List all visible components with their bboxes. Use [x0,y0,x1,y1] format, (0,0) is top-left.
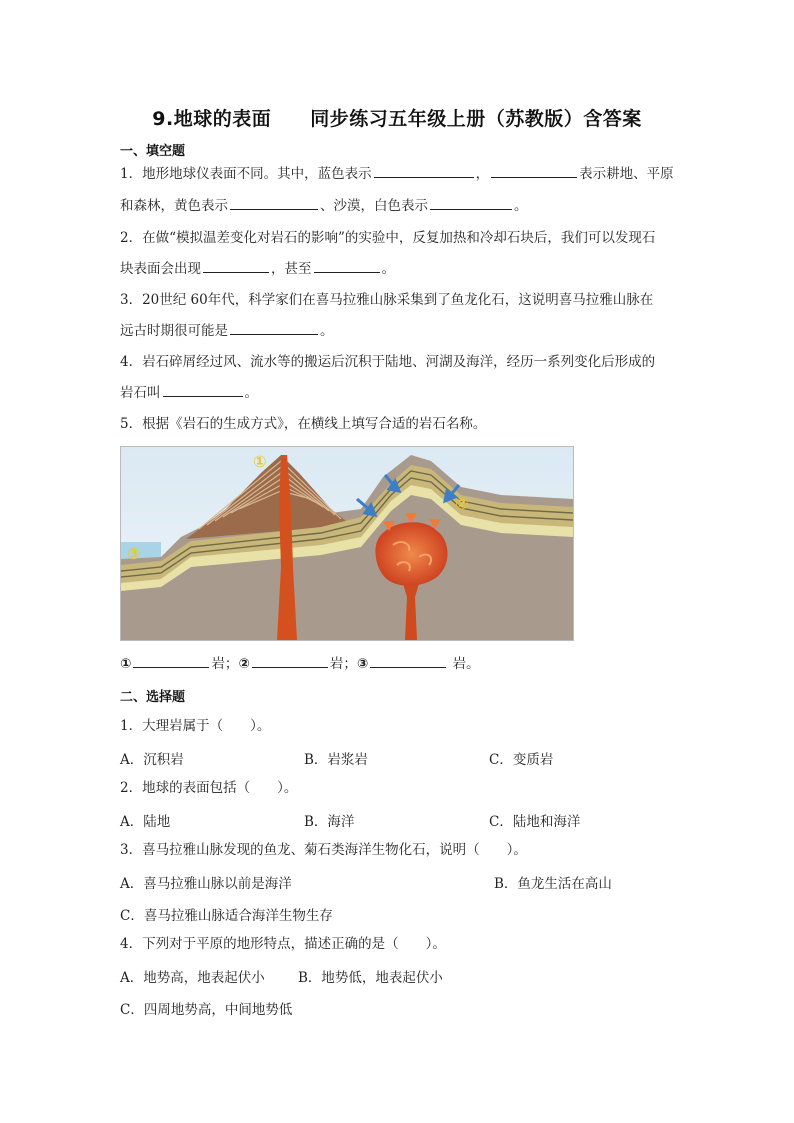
c4-option-b[interactable]: B．地势低，地表起伏小 [298,970,443,986]
q5-mark-1: ① [120,656,132,672]
q4-text-c: 。 [244,385,258,401]
q1-text-c: 表示耕地、平原 [579,166,674,182]
q5-line-1: 5．根据《岩石的生成方式》，在横线上填写合适的岩石名称。 [120,416,487,432]
q5-answer-line [120,655,480,673]
q2-line-1: 2．在做“模拟温差变化对岩石的影响”的实验中，反复加热和冷却石块后，我们可以发现石 [120,230,656,246]
q1-text-d: 和森林，黄色表示 [120,198,228,214]
q4-line-1: 4．岩石碎屑经过风、流水等的搬运后沉积于陆地、河湖及海洋，经历一系列变化后形成的 [120,354,656,370]
q2-blank-2[interactable] [314,260,380,273]
c1-question: 1．大理岩属于（ ）。 [120,718,271,734]
c4-option-c[interactable]: C．四周地势高，中间地势低 [120,1002,293,1018]
c1-option-c[interactable]: C．变质岩 [489,752,554,768]
c2-option-c[interactable]: C．陆地和海洋 [489,814,581,830]
c4-question: 4．下列对于平原的地形特点，描述正确的是（ ）。 [120,936,446,952]
q2-blank-1[interactable] [203,260,269,273]
c3-option-a[interactable]: A．喜马拉雅山脉以前是海洋 [120,876,292,892]
q1-blank-3[interactable] [230,197,318,210]
q2-line-2 [120,260,395,278]
c3-option-b[interactable]: B．鱼龙生活在高山 [494,876,612,892]
rock-formation-diagram [121,447,573,640]
q4-text-b: 岩石叫 [120,385,161,401]
q1-text-b: ， [475,166,490,182]
q5-blank-3[interactable] [370,655,446,668]
q3-text-b: 远古时期很可能是 [120,323,228,339]
c2-question: 2．地球的表面包括（ ）。 [120,780,298,796]
c2-option-a[interactable]: A．陆地 [120,814,171,830]
q2-text-d: 。 [381,261,395,277]
rock-formation-figure [120,446,574,641]
c4-option-a[interactable]: A．地势高，地表起伏小 [120,970,265,986]
c2-option-b[interactable]: B．海洋 [304,814,355,830]
page-title: 9.地球的表面 同步练习五年级上册（苏教版）含答案 [152,108,642,130]
q4-line-2 [120,384,258,402]
q1-text-e: 、沙漠，白色表示 [320,198,428,214]
magma-chamber [375,522,447,586]
figure-label-1: ① [253,452,267,471]
q3-blank-1[interactable] [230,322,318,335]
q1-text-a: 1．地形地球仪表面不同。其中，蓝色表示 [120,166,372,182]
q5-blank-2[interactable] [252,655,328,668]
q5-text-r1: 岩； [211,656,239,672]
q5-mark-3: ③ [356,656,369,672]
q5-blank-1[interactable] [133,655,209,668]
q4-blank-1[interactable] [163,384,243,397]
q1-line-1 [120,165,674,183]
figure-label-3: ③ [127,544,141,563]
q3-line-1: 3．20世纪 60年代，科学家们在喜马拉雅山脉采集到了鱼龙化石，这说明喜马拉雅山脉在 [120,292,654,308]
q2-text-c: ，甚至 [271,261,312,277]
q5-mark-2: ② [238,656,250,672]
section-fill-blank: 一、填空题 [120,144,186,159]
q5-text-r2: 岩； [329,656,357,672]
q1-blank-2[interactable] [491,165,577,178]
q3-text-c: 。 [320,323,334,339]
q1-text-f: 。 [514,198,528,214]
q1-blank-4[interactable] [430,197,512,210]
c1-option-a[interactable]: A．沉积岩 [120,752,184,768]
q3-line-2 [120,322,334,340]
c3-option-c[interactable]: C．喜马拉雅山脉适合海洋生物生存 [120,908,333,924]
q1-blank-1[interactable] [374,165,474,178]
q1-line-2 [120,197,528,215]
q5-text-r3: 岩。 [448,656,480,672]
section-choice: 二、选择题 [120,690,186,705]
q2-text-b: 块表面会出现 [120,261,201,277]
figure-label-2: ② [455,494,469,513]
c3-question: 3．喜马拉雅山脉发现的鱼龙、菊石类海洋生物化石，说明（ ）。 [120,842,527,858]
c1-option-b[interactable]: B．岩浆岩 [304,752,368,768]
